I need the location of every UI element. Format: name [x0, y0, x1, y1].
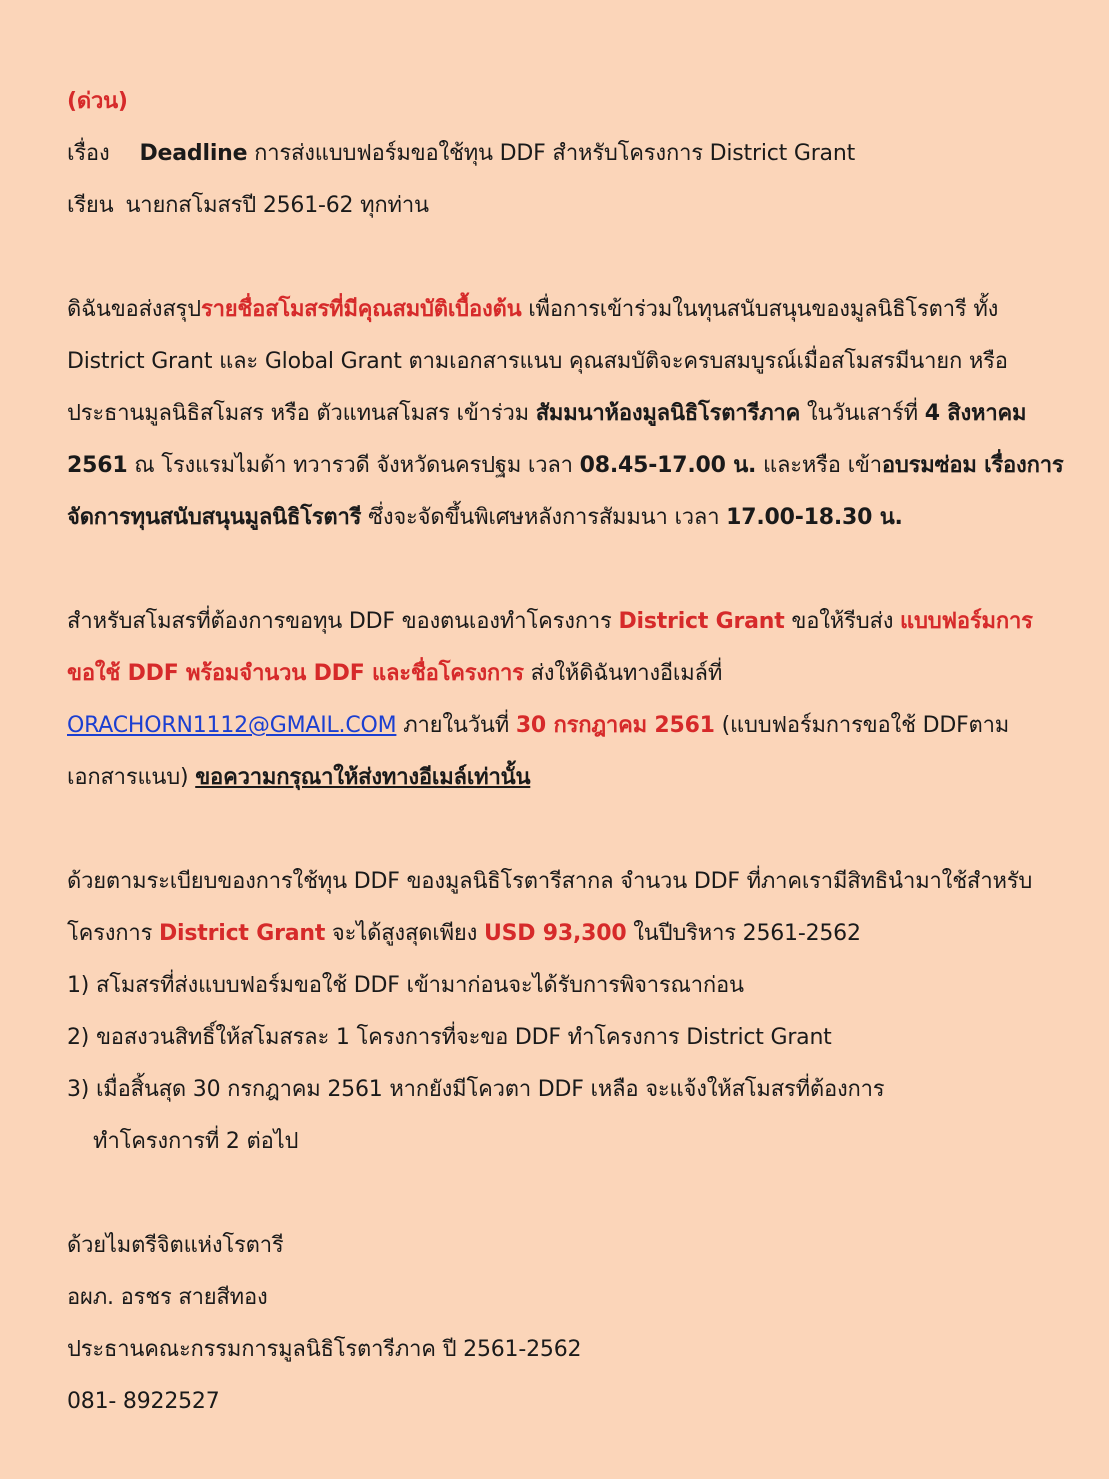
seminar-date: 4 สิงหาคม [924, 401, 1027, 426]
urgent-tag: (ด่วน) [67, 89, 128, 114]
closing: ด้วยไมตรีจิตแห่งโรตารี [67, 1233, 284, 1258]
email-only-notice: ขอความกรุณาให้ส่งทางอีเมล์เท่านั้น [195, 765, 531, 790]
max-amount: USD 93,300 [483, 921, 627, 946]
p1-line-2: District Grant และ Global Grant ตามเอกสารแนบ คุณสมบัติจะครบสมบูรณ์เมื่อสโมสรมีนายก หรือ [67, 349, 1008, 374]
paragraph-submission [67, 596, 1049, 804]
p3-line-1: ด้วยตามระเบียบของการใช้ทุน DDF ของมูลนิธิโรตารีสากล จำนวน DDF ที่ภาคเรามีสิทธินำมาใช้สำหรับ [67, 869, 1033, 894]
p1-text: และหรือ เข้า [756, 453, 882, 478]
training-title-part1: อบรมซ่อม เรื่องการ [881, 453, 1064, 478]
training-time: 17.00-18.30 น. [726, 505, 903, 530]
subject-text: การส่งแบบฟอร์มขอใช้ทุน DDF สำหรับโครงการ District Grant [254, 141, 856, 166]
p3-text: โครงการ [67, 921, 159, 946]
seminar-year: 2561 [67, 453, 128, 478]
p3-text: จะได้สูงสุดเพียง [325, 921, 484, 946]
submission-deadline: 30 กรกฎาคม 2561 [515, 713, 715, 738]
seminar-time: 08.45-17.00 น. [579, 453, 757, 478]
p2-text: ภายในวันที่ [396, 713, 516, 738]
p2-text: ส่งให้ดิฉันทางอีเมล์ที่ [523, 661, 723, 686]
p1-text: ดิฉันขอส่งสรุป [67, 297, 201, 322]
p3-text: ในปีบริหาร 2561-2562 [626, 921, 861, 946]
qualified-clubs-highlight: รายชื่อสโมสรที่มีคุณสมบัติเบื้องต้น [200, 297, 522, 322]
paragraph-qualified-clubs [67, 284, 1064, 544]
recipient-text: นายกสโมสรปี 2561-62 ทุกท่าน [125, 193, 429, 218]
form-highlight-part2: ขอใช้ DDF พร้อมจำนวน DDF และชื่อโครงการ [67, 661, 524, 686]
p2-text: ขอให้รีบส่ง [784, 609, 901, 634]
district-grant-highlight: District Grant [618, 609, 785, 634]
p2-text: (แบบฟอร์มการขอใช้ DDFตาม [714, 713, 1010, 738]
subject-line [67, 128, 1049, 180]
district-grant-highlight: District Grant [158, 921, 326, 946]
rule-item-3: 3) เมื่อสิ้นสุด 30 กรกฎาคม 2561 หากยังมีโควตา DDF เหลือ จะแจ้งให้สโมสรที่ต้องการ [67, 1077, 885, 1102]
rule-item-3-continued: ทำโครงการที่ 2 ต่อไป [93, 1129, 299, 1154]
email-link[interactable]: ORACHORN1112@GMAIL.COM [67, 713, 397, 738]
p1-text: เพื่อการเข้าร่วมในทุนสนับสนุนของมูลนิธิโรตารี ทั้ง [521, 297, 999, 322]
p2-text: เอกสารแนบ) [67, 765, 196, 790]
signer-phone: 081- 8922527 [67, 1389, 220, 1414]
signer-position: ประธานคณะกรรมการมูลนิธิโรตารีภาค ปี 2561-2562 [67, 1337, 582, 1362]
form-highlight-part1: แบบฟอร์มการ [900, 609, 1033, 634]
rule-item-1: 1) สโมสรที่ส่งแบบฟอร์มขอใช้ DDF เข้ามาก่อนจะได้รับการพิจารณาก่อน [67, 973, 744, 998]
recipient-label: เรียน [67, 193, 114, 218]
rule-item-2: 2) ขอสงวนสิทธิ์ให้สโมสรละ 1 โครงการที่จะขอ DDF ทำโครงการ District Grant [67, 1025, 832, 1050]
p1-text: ในวันเสาร์ที่ [800, 401, 925, 426]
p1-text: ซึ่งจะจัดขึ้นพิเศษหลังการสัมมนา เวลา [361, 505, 727, 530]
training-title-part2: จัดการทุนสนับสนุนมูลนิธิโรตารี [67, 505, 362, 530]
subject-deadline: Deadline [139, 141, 248, 166]
p1-text: ณ โรงแรมไมด้า ทวารวดี จังหวัดนครปฐม เวลา [127, 453, 580, 478]
subject-label: เรื่อง [67, 141, 110, 166]
recipient-line [67, 180, 1049, 232]
seminar-name: สัมมนาห้องมูลนิธิโรตารีภาค [535, 401, 801, 426]
paragraph-rules [67, 856, 1049, 1168]
signer-name: อผภ. อรชร สายสีทอง [67, 1285, 268, 1310]
p1-text: ประธานมูลนิธิสโมสร หรือ ตัวแทนสโมสร เข้าร่วม [67, 401, 536, 426]
p2-text: สำหรับสโมสรที่ต้องการขอทุน DDF ของตนเองทำโครงการ [67, 609, 619, 634]
signature-block [67, 1220, 1049, 1428]
